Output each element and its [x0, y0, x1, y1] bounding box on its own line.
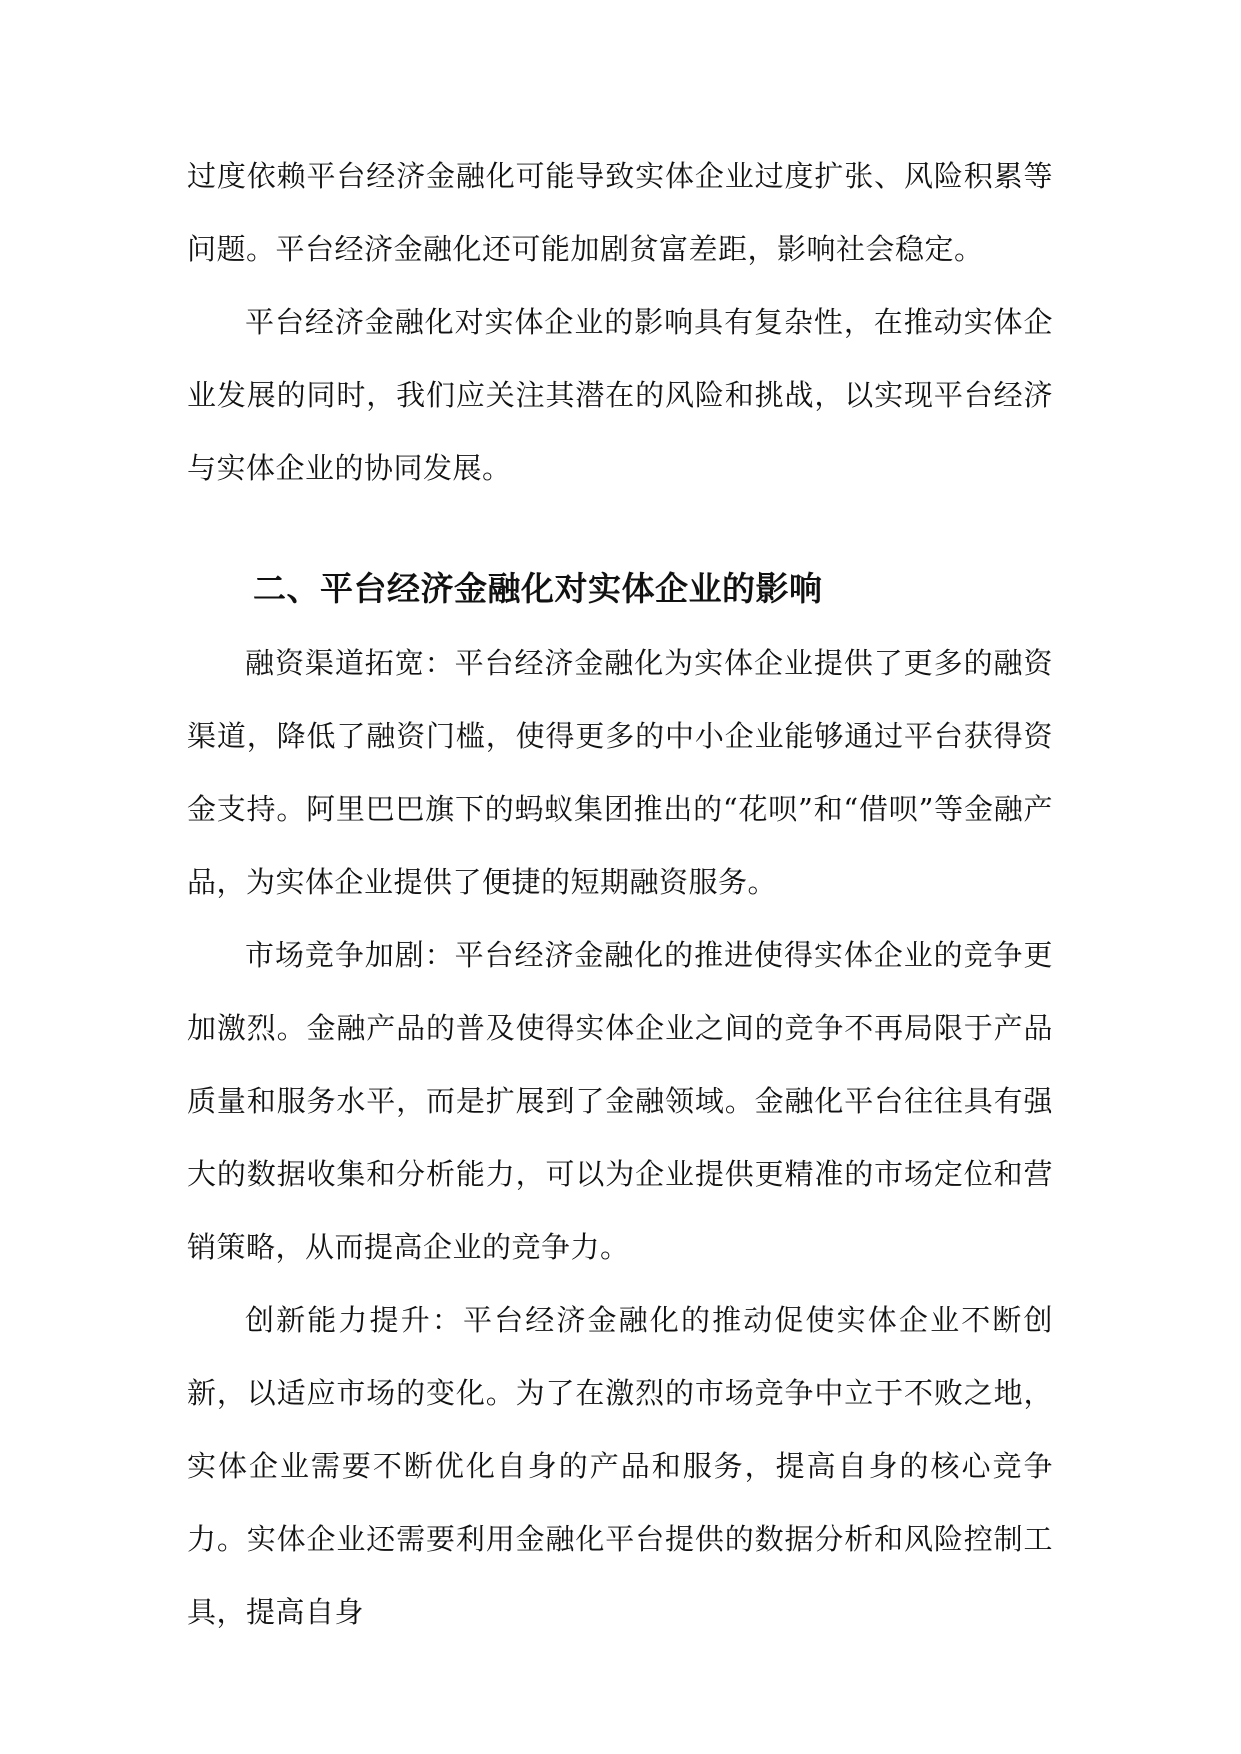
section-heading: 二、平台经济金融化对实体企业的影响 [253, 569, 823, 608]
document-body [187, 140, 1053, 1649]
paragraph-competition: 市场竞争加剧：平台经济金融化的推进使得实体企业的竞争更加激烈。金融产品的普及使得实体企业之间的竞争不再局限于产品质量和服务水平，而是扩展到了金融领域。金融化平台往往具有强大的数据收集和分析能力，可以为企业提供更精准的市场定位和营销策略，从而提高企业的竞争力。 [187, 938, 1053, 1264]
paragraph-financing: 融资渠道拓宽：平台经济金融化为实体企业提供了更多的融资渠道，降低了融资门槛，使得更多的中小企业能够通过平台获得资金支持。阿里巴巴旗下的蚂蚁集团推出的“花呗”和“借呗”等金融产品，为实体企业提供了便捷的短期融资服务。 [187, 646, 1053, 899]
paragraph-continued: 过度依赖平台经济金融化可能导致实体企业过度扩张、风险积累等问题。平台经济金融化还可能加剧贫富差距，影响社会稳定。 [187, 159, 1053, 266]
paragraph-innovation: 创新能力提升：平台经济金融化的推动促使实体企业不断创新，以适应市场的变化。为了在激烈的市场竞争中立于不败之地，实体企业需要不断优化自身的产品和服务，提高自身的核心竞争力。实体企业还需要利用金融化平台提供的数据分析和风险控制工具，提高自身 [187, 1303, 1053, 1629]
paragraph-summary: 平台经济金融化对实体企业的影响具有复杂性，在推动实体企业发展的同时，我们应关注其潜在的风险和挑战，以实现平台经济与实体企业的协同发展。 [187, 305, 1053, 485]
